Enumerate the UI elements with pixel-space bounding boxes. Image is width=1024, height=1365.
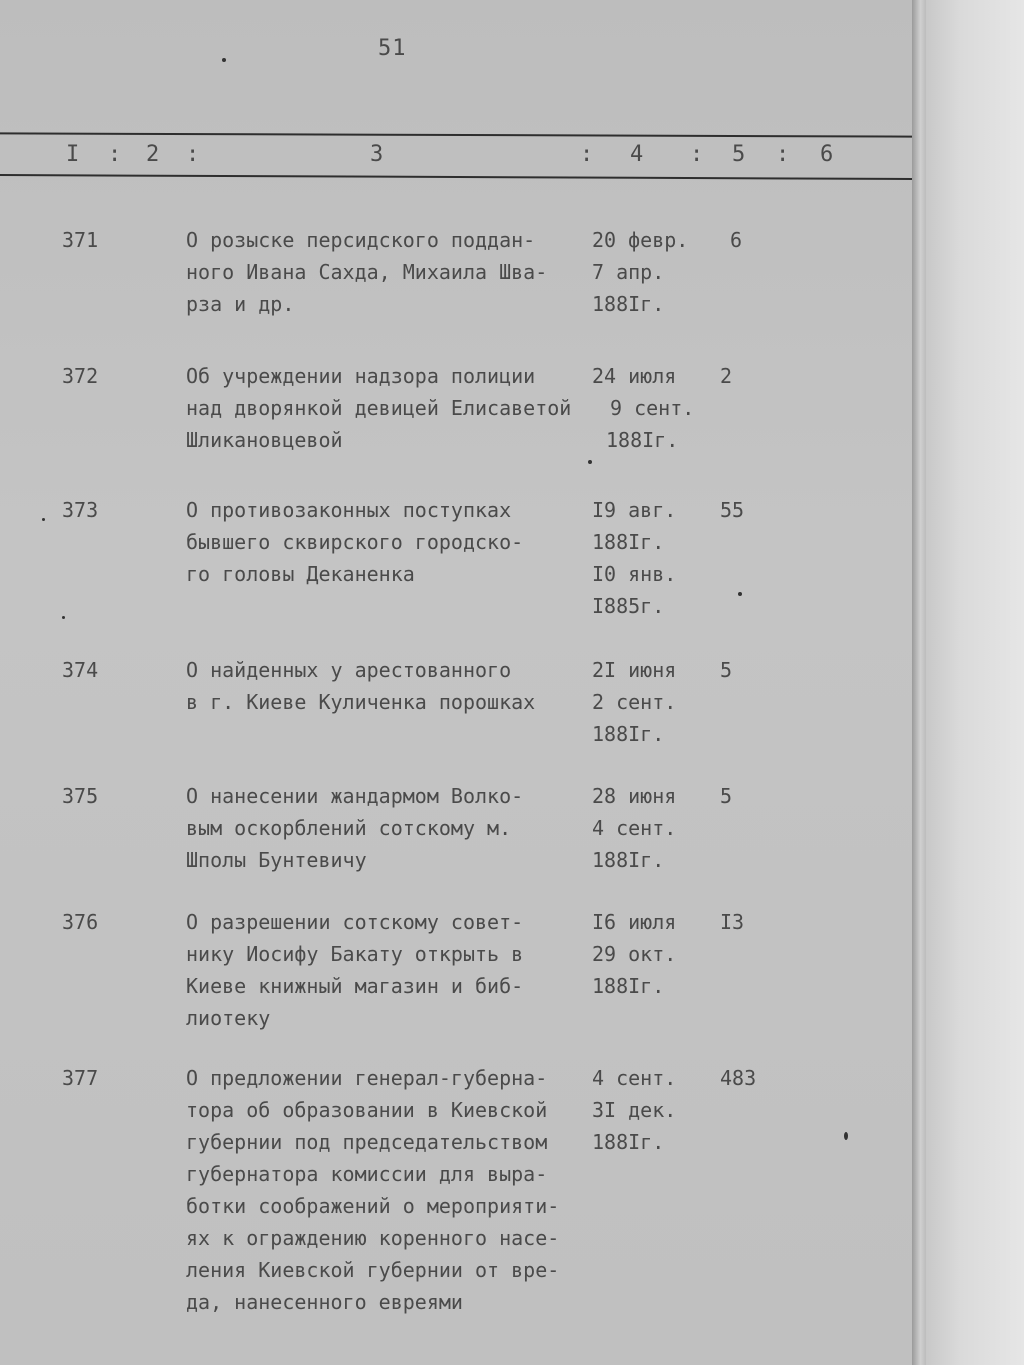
date-line: 188Iг. bbox=[592, 722, 665, 746]
description-line: го головы Деканенка bbox=[186, 562, 415, 586]
ink-speck bbox=[844, 1132, 848, 1140]
description-line: губернатора комиссии для выра- bbox=[186, 1162, 548, 1186]
date-line: 28 июня bbox=[592, 784, 677, 808]
date-line: 20 февр. bbox=[592, 228, 689, 252]
row-dates bbox=[592, 360, 722, 456]
ink-speck bbox=[42, 518, 45, 521]
description-line: ного Ивана Сахда, Михаила Шва- bbox=[186, 260, 548, 284]
row-dates bbox=[592, 780, 722, 876]
row-number: 373 bbox=[62, 498, 99, 522]
row-sheet-count: 2 bbox=[720, 364, 733, 388]
column-header-2: 2 bbox=[146, 142, 160, 167]
row-dates bbox=[592, 224, 722, 320]
date-line: 188Iг. bbox=[592, 848, 665, 872]
row-number: 374 bbox=[62, 658, 99, 682]
row-number: 377 bbox=[62, 1066, 99, 1090]
underlying-sheet bbox=[926, 0, 1024, 1365]
description-line: Шликановцевой bbox=[186, 428, 343, 452]
description-line: бывшего сквирского городско- bbox=[186, 530, 524, 554]
date-line: 188Iг. bbox=[592, 292, 665, 316]
row-dates bbox=[592, 494, 722, 622]
date-line: 4 сент. bbox=[592, 816, 677, 840]
description-line: рза и др. bbox=[186, 292, 295, 316]
row-description bbox=[186, 654, 596, 718]
ink-speck bbox=[62, 616, 65, 619]
row-dates bbox=[592, 1062, 722, 1158]
row-sheet-count: 55 bbox=[720, 498, 745, 522]
page-number: 51 bbox=[378, 36, 407, 61]
description-line: да, нанесенного евреями bbox=[186, 1290, 463, 1314]
description-line: нику Иосифу Бакату открыть в bbox=[186, 942, 524, 966]
row-sheet-count: 483 bbox=[720, 1066, 757, 1090]
date-line: 4 сент. bbox=[592, 1066, 677, 1090]
description-line: лиотеку bbox=[186, 1006, 271, 1030]
column-separator: : bbox=[580, 142, 594, 167]
row-number: 371 bbox=[62, 228, 99, 252]
page-edge bbox=[912, 0, 926, 1365]
description-line: Шполы Бунтевичу bbox=[186, 848, 367, 872]
header-bottom-rule bbox=[0, 174, 912, 180]
description-line: О предложении генерал-губерна- bbox=[186, 1066, 548, 1090]
row-description bbox=[186, 780, 596, 876]
description-line: ях к ограждению коренного насе- bbox=[186, 1226, 560, 1250]
row-description bbox=[186, 224, 596, 320]
date-line: I0 янв. bbox=[592, 562, 677, 586]
row-description bbox=[186, 906, 596, 1034]
description-line: ления Киевской губернии от вре- bbox=[186, 1258, 560, 1282]
date-line: 24 июля bbox=[592, 364, 677, 388]
date-line: 188Iг. bbox=[592, 530, 665, 554]
description-line: О противозаконных поступках bbox=[186, 498, 512, 522]
column-separator: : bbox=[690, 142, 704, 167]
description-line: О розыске персидского поддан- bbox=[186, 228, 536, 252]
date-line: 188Iг. bbox=[606, 428, 679, 452]
column-header-1: I bbox=[66, 142, 80, 167]
date-line: 188Iг. bbox=[592, 974, 665, 998]
row-number: 372 bbox=[62, 364, 99, 388]
description-line: ботки соображений о мероприяти- bbox=[186, 1194, 560, 1218]
date-line: 9 сент. bbox=[610, 396, 695, 420]
row-description bbox=[186, 494, 596, 590]
date-line: 2 сент. bbox=[592, 690, 677, 714]
column-header-4: 4 bbox=[630, 142, 644, 167]
description-line: Киеве книжный магазин и биб- bbox=[186, 974, 524, 998]
date-line: 2I июня bbox=[592, 658, 677, 682]
date-line: 29 окт. bbox=[592, 942, 677, 966]
date-line: 188Iг. bbox=[592, 1130, 665, 1154]
description-line: в г. Киеве Куличенка порошках bbox=[186, 690, 536, 714]
description-line: вым оскорблений сотскому м. bbox=[186, 816, 512, 840]
row-dates bbox=[592, 654, 722, 750]
row-number: 376 bbox=[62, 910, 99, 934]
description-line: О найденных у арестованного bbox=[186, 658, 512, 682]
row-description bbox=[186, 1062, 596, 1318]
row-sheet-count: 6 bbox=[730, 228, 743, 252]
column-separator: : bbox=[776, 142, 790, 167]
ink-speck bbox=[222, 58, 226, 62]
row-number: 375 bbox=[62, 784, 99, 808]
column-separator: : bbox=[186, 142, 200, 167]
column-header-3: 3 bbox=[370, 142, 384, 167]
row-dates bbox=[592, 906, 722, 1002]
row-description bbox=[186, 360, 596, 456]
date-line: I9 авг. bbox=[592, 498, 677, 522]
description-line: О нанесении жандармом Волко- bbox=[186, 784, 524, 808]
row-sheet-count: I3 bbox=[720, 910, 745, 934]
description-line: над дворянкой девицей Елисаветой bbox=[186, 396, 572, 420]
date-line: I885г. bbox=[592, 594, 665, 618]
date-line: 7 апр. bbox=[592, 260, 665, 284]
description-line: губернии под председательством bbox=[186, 1130, 548, 1154]
row-sheet-count: 5 bbox=[720, 784, 733, 808]
description-line: тора об образовании в Киевской bbox=[186, 1098, 548, 1122]
header-top-rule bbox=[0, 132, 912, 137]
column-header-5: 5 bbox=[732, 142, 746, 167]
ink-speck bbox=[738, 592, 742, 596]
ink-speck bbox=[588, 460, 592, 464]
description-line: О разрешении сотскому совет- bbox=[186, 910, 524, 934]
column-header-6: 6 bbox=[820, 142, 834, 167]
row-sheet-count: 5 bbox=[720, 658, 733, 682]
column-separator: : bbox=[108, 142, 122, 167]
date-line: 3I дек. bbox=[592, 1098, 677, 1122]
description-line: Об учреждении надзора полиции bbox=[186, 364, 536, 388]
date-line: I6 июля bbox=[592, 910, 677, 934]
